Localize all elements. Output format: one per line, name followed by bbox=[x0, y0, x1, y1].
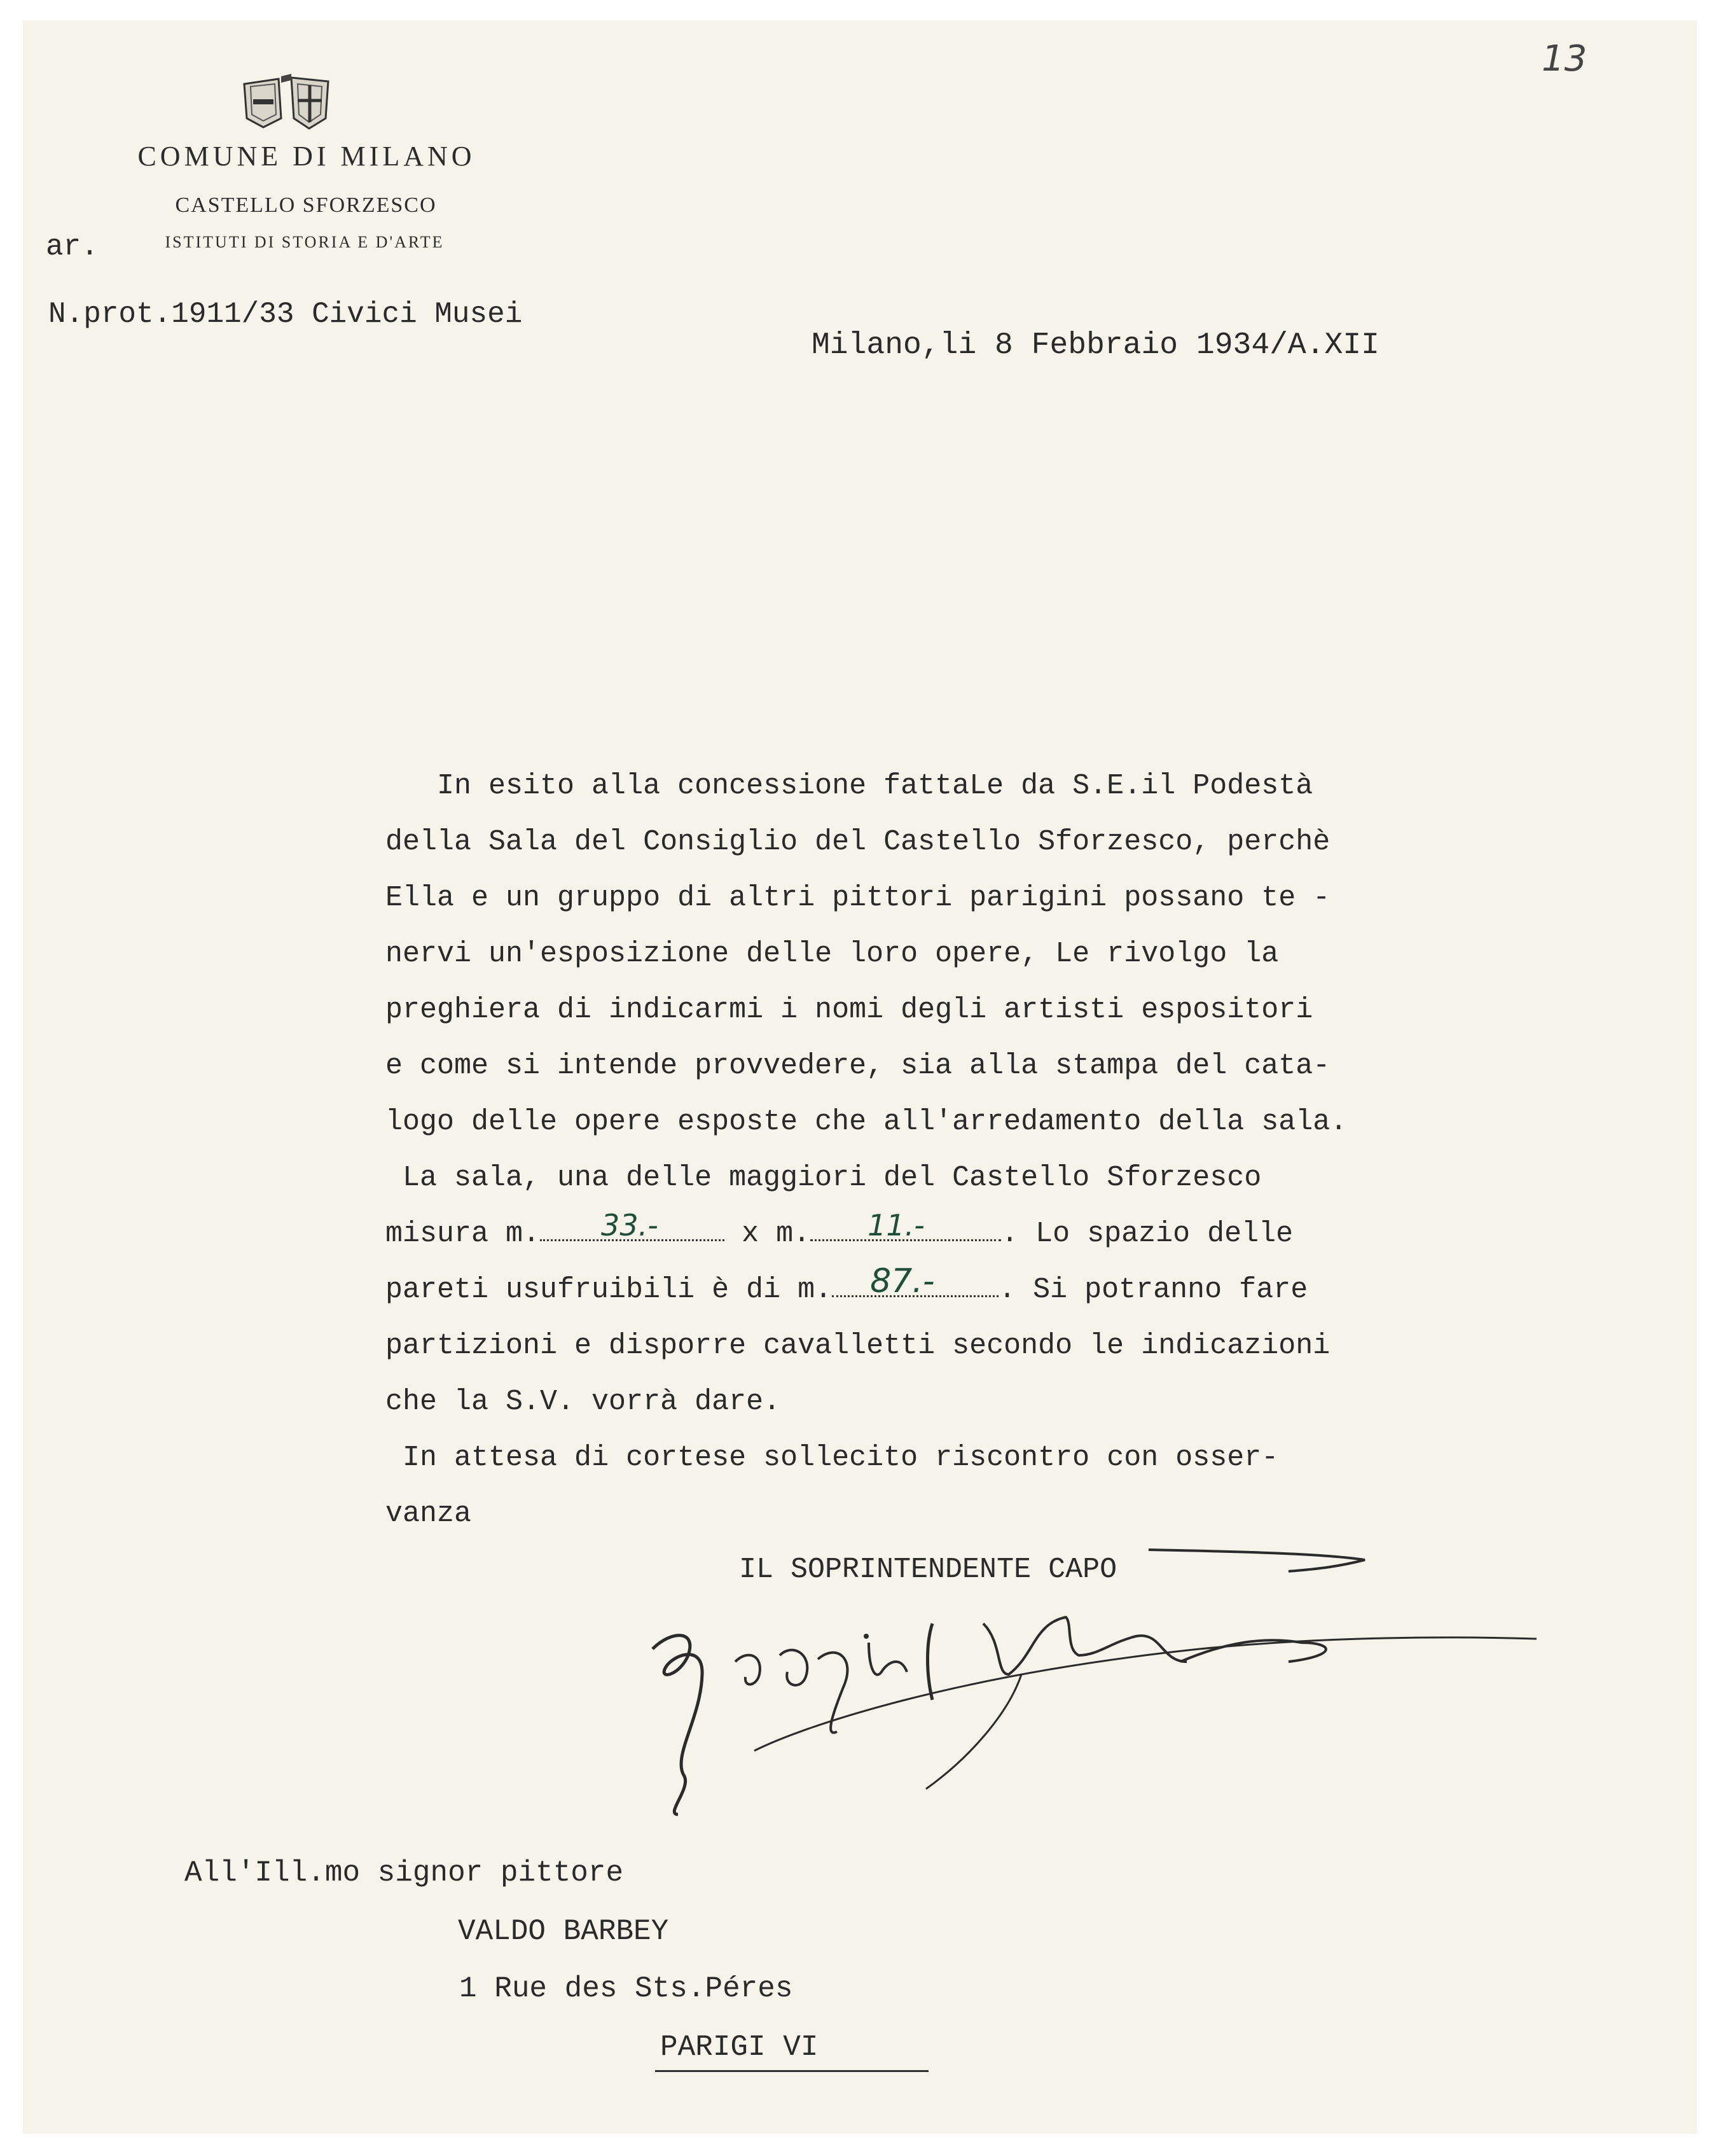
handwritten-signature bbox=[627, 1547, 1543, 1840]
letterhead-org: COMUNE DI MILANO bbox=[137, 141, 476, 172]
body-line: preghiera di indicarmi i nomi degli artisti espositori bbox=[385, 994, 1313, 1026]
body-line: della Sala del Consiglio del Castello Sforzesco, perchè bbox=[385, 826, 1330, 858]
letter-page bbox=[23, 20, 1697, 2134]
body-line: vanza bbox=[385, 1498, 472, 1530]
body-text: pareti usufruibili è di m. bbox=[385, 1274, 833, 1306]
body-line bbox=[385, 758, 1347, 814]
body-text: x m. bbox=[742, 1218, 811, 1250]
date-line: Milano,li 8 Febbraio 1934/A.XII bbox=[812, 328, 1379, 363]
body-line: che la S.V. vorrà dare. bbox=[385, 1386, 781, 1418]
handwritten-length: 33.- bbox=[601, 1208, 658, 1242]
body-line-walls bbox=[385, 1262, 1347, 1318]
letterhead-department: ISTITUTI DI STORIA E D'ARTE bbox=[165, 233, 445, 251]
body-text: misura m. bbox=[385, 1218, 541, 1250]
body-line: nervi un'esposizione delle loro opere, Le rivolgo la bbox=[385, 938, 1279, 970]
body-line bbox=[385, 1430, 1347, 1486]
body-text: . Lo spazio delle bbox=[1001, 1218, 1294, 1250]
letter-body bbox=[385, 758, 1347, 1542]
letterhead-institution: CASTELLO SFORZESCO bbox=[175, 193, 437, 217]
recipient-name: VALDO BARBEY bbox=[458, 1915, 669, 1948]
recipient-city: PARIGI VI bbox=[660, 2031, 819, 2064]
recipient-salutation: All'Ill.mo signor pittore bbox=[184, 1856, 624, 1889]
archive-page-number: 13 bbox=[1542, 38, 1587, 80]
body-line bbox=[385, 1150, 1347, 1206]
body-line: logo delle opere esposte che all'arredamento della sala. bbox=[385, 1106, 1348, 1138]
body-line: e come si intende provvedere, sia alla stampa del cata- bbox=[385, 1050, 1330, 1082]
handwritten-width: 11.- bbox=[867, 1208, 925, 1242]
handwritten-walls: 87.- bbox=[870, 1262, 935, 1300]
body-line: Ella e un gruppo di altri pittori parigini possano te - bbox=[385, 882, 1330, 914]
length-blank bbox=[540, 1208, 724, 1242]
signatory-title: IL SOPRINTENDENTE CAPO bbox=[739, 1554, 1117, 1586]
walls-blank bbox=[832, 1262, 999, 1300]
body-text: . Si potranno fare bbox=[999, 1274, 1308, 1306]
coat-of-arms-icon bbox=[239, 70, 335, 131]
body-text: La sala, una delle maggiori del Castello Sforzesco bbox=[403, 1162, 1262, 1194]
body-line: partizioni e disporre cavalletti secondo le indicazioni bbox=[385, 1330, 1330, 1362]
typist-initials: ar. bbox=[46, 230, 99, 263]
body-text: In esito alla concessione fattaLe da S.E.il Podestà bbox=[437, 770, 1313, 802]
width-blank bbox=[810, 1208, 1001, 1242]
body-text: In attesa di cortese sollecito riscontro con osser- bbox=[403, 1442, 1279, 1474]
city-underline bbox=[655, 2070, 929, 2072]
protocol-number: N.prot.1911/33 Civici Musei bbox=[48, 298, 523, 331]
recipient-street: 1 Rue des Sts.Péres bbox=[459, 1972, 793, 2005]
body-line-measurements bbox=[385, 1206, 1347, 1262]
